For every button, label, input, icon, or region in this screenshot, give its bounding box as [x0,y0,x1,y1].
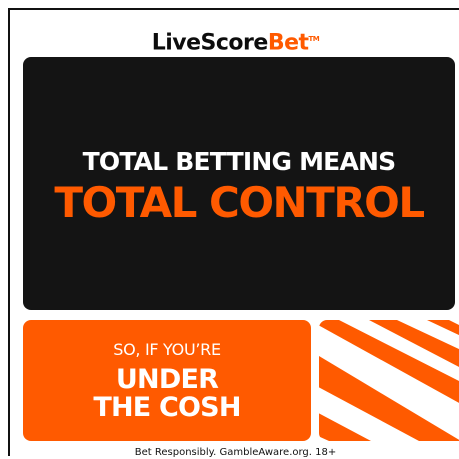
logo-text-livescore: LiveScore [151,30,268,56]
hero-tagline: TOTAL CONTROL [54,178,424,227]
promo-subline: SO, IF YOU’RE [113,340,221,359]
promo-headline-line1: UNDER [115,364,219,395]
promo-headline [23,366,311,422]
promo-card[interactable] [23,320,311,441]
hero-banner[interactable] [23,57,455,310]
promo-headline-line2: THE COSH [93,392,241,423]
stripes-icon [319,320,459,441]
responsible-gambling-disclaimer: Bet Responsibly. GambleAware.org. 18+ [134,447,337,458]
logo-text-bet: Bet [267,30,309,56]
hero-headline: TOTAL BETTING MEANS [82,147,396,176]
livescore-bet-logo[interactable] [10,26,459,56]
ad-frame [8,8,459,456]
stripes-graphic [319,320,459,441]
logo-trademark: TM [308,35,320,43]
